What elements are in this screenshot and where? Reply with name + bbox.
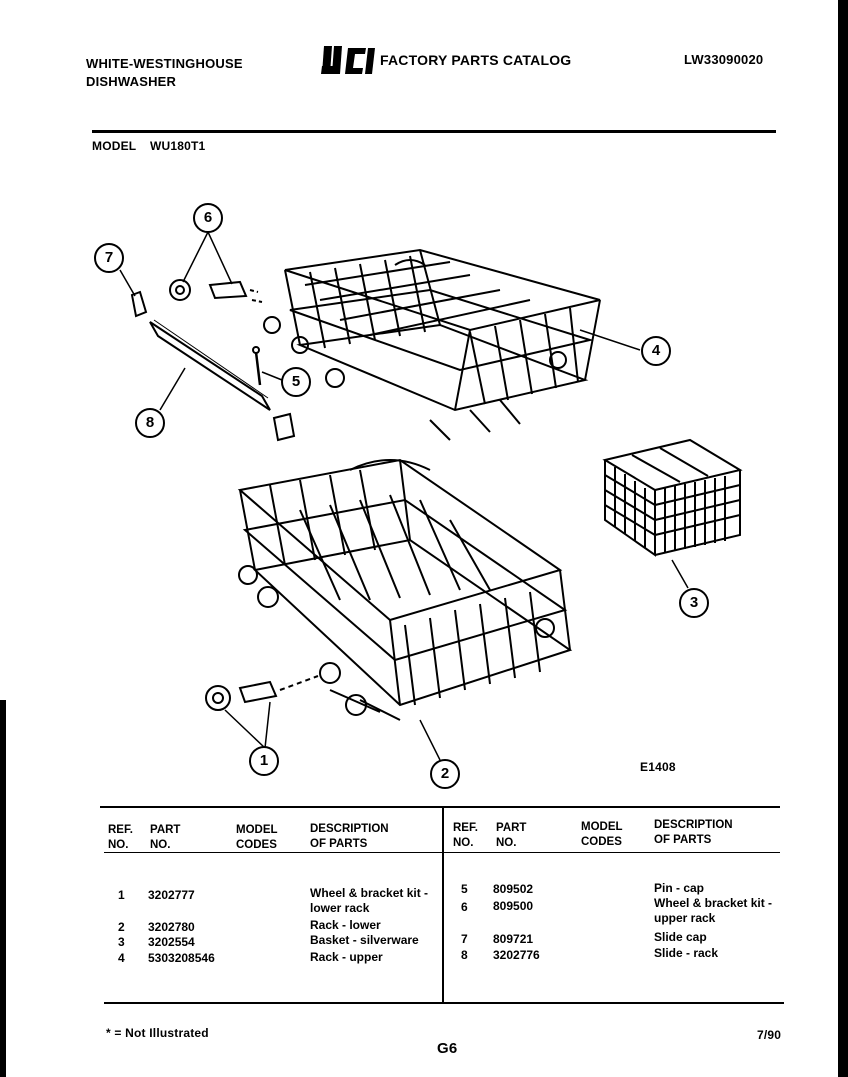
row-desc: Basket - silverware <box>310 933 419 947</box>
row-ref: 7 <box>461 932 468 946</box>
silverware-basket-drawing <box>605 440 740 555</box>
catalog-number: LW33090020 <box>684 52 764 67</box>
brand-line2: DISHWASHER <box>86 74 177 89</box>
row-ref: 5 <box>461 882 468 896</box>
row-desc: Wheel & bracket kit - lower rack <box>310 886 429 915</box>
callout-6: 6 <box>193 203 223 233</box>
row-desc: Pin - cap <box>654 881 705 895</box>
figure-id: E1408 <box>640 760 676 774</box>
row-part: 3202777 <box>148 888 195 902</box>
catalog-date: 7/90 <box>757 1028 782 1042</box>
row-part: 3202554 <box>148 935 195 949</box>
row-ref: 2 <box>118 920 125 934</box>
col-model-header-right: MODEL CODES <box>581 821 623 848</box>
header-rule-right <box>444 852 780 853</box>
callout-1: 1 <box>249 746 279 776</box>
callout-7: 7 <box>94 243 124 273</box>
row-ref: 4 <box>118 951 125 965</box>
row-desc: Slide - rack <box>654 946 719 960</box>
col-desc-header-left: DESCRIPTION OF PARTS <box>310 823 389 850</box>
callout-8: 8 <box>135 408 165 438</box>
row-part: 809502 <box>493 882 534 896</box>
row-part: 3202780 <box>148 920 195 934</box>
row-ref: 6 <box>461 900 468 914</box>
row-desc: Rack - lower <box>310 918 381 932</box>
col-model-header-left: MODEL CODES <box>236 824 278 851</box>
row-ref: 8 <box>461 948 468 962</box>
col-part-header-right: PART NO. <box>496 822 527 849</box>
table-divider <box>442 808 444 1002</box>
callout-3: 3 <box>679 588 709 618</box>
row-part: 809500 <box>493 899 534 913</box>
row-part: 809721 <box>493 932 534 946</box>
model-label: MODEL <box>92 139 137 153</box>
row-desc: Slide cap <box>654 930 707 944</box>
col-ref-header-left: REF. NO. <box>108 824 133 851</box>
not-illustrated-note: * = Not Illustrated <box>106 1026 209 1040</box>
row-desc: Rack - upper <box>310 950 383 964</box>
model-value: WU180T1 <box>150 139 206 153</box>
lower-rack-drawing <box>240 460 570 720</box>
row-part: 5303208546 <box>148 951 215 965</box>
upper-rack-drawing <box>250 250 600 440</box>
col-desc-header-right: DESCRIPTION OF PARTS <box>654 819 733 846</box>
row-ref: 1 <box>118 888 125 902</box>
col-part-header-left: PART NO. <box>150 824 181 851</box>
callout-4: 4 <box>641 336 671 366</box>
col-ref-header-right: REF. NO. <box>453 822 478 849</box>
row-desc: Wheel & bracket kit - upper rack <box>654 896 773 925</box>
callout-5: 5 <box>281 367 311 397</box>
scan-edge-right <box>838 0 848 1077</box>
table-top-rule <box>100 806 780 808</box>
callout-2: 2 <box>430 759 460 789</box>
brand-line1: WHITE-WESTINGHOUSE <box>86 56 243 71</box>
catalog-title: FACTORY PARTS CATALOG <box>380 52 572 68</box>
row-ref: 3 <box>118 935 125 949</box>
page-number: G6 <box>437 1040 458 1057</box>
table-bottom-rule <box>104 1002 784 1004</box>
row-part: 3202776 <box>493 948 540 962</box>
